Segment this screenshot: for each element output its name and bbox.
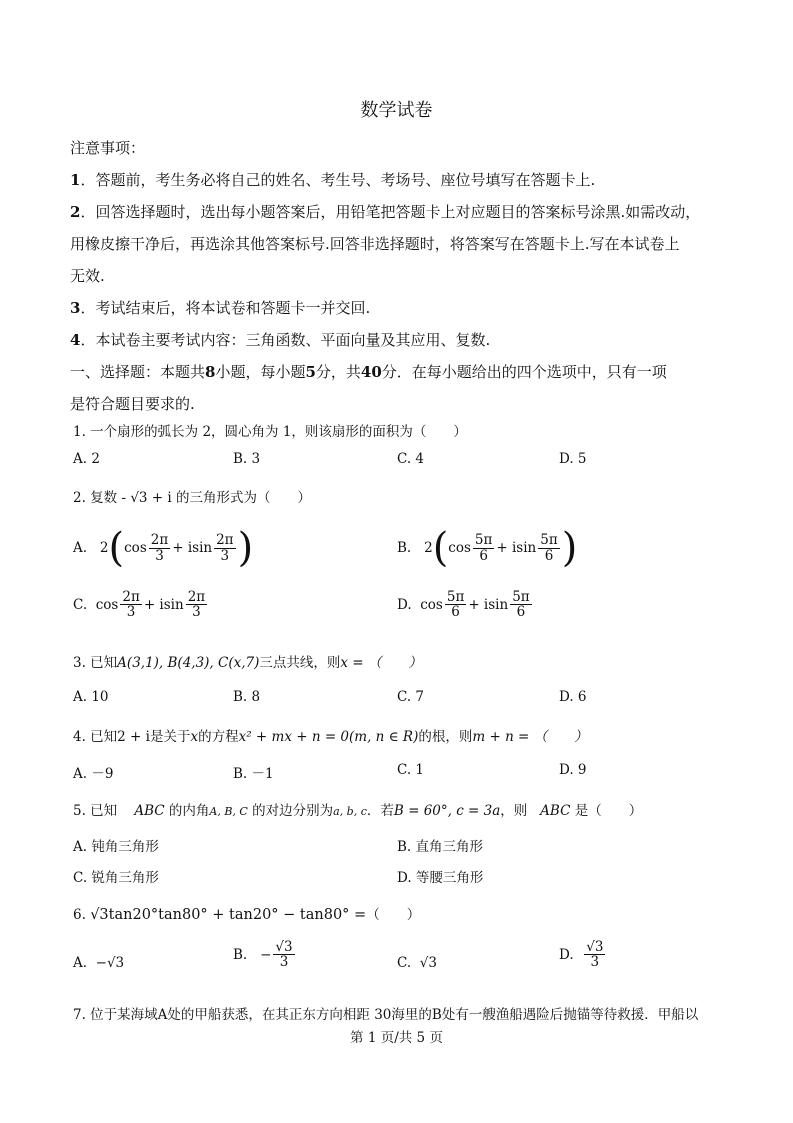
question-3-option-b: B. 8	[233, 689, 261, 705]
question-2-option-b: B. 2 ( cos $\frac{5\pi}{6}$ + isin $\frac{5\pi}{6}$ )	[397, 525, 578, 571]
question-6-option-c: C. √3	[397, 955, 437, 971]
page-title: 数学试卷	[360, 100, 433, 121]
question-1-option-c: C. 4	[397, 451, 425, 467]
notice-item-1: 1．答题前，考生务必将自己的姓名、考生号、考场号、座位号填写在答题卡上.	[70, 171, 596, 189]
question-2-option-a: A. 2 ( cos $\frac{2\pi}{3}$ + isin $\frac{2\pi}{3}$ )	[73, 525, 254, 571]
question-6-option-a: A. −√3	[73, 955, 125, 971]
question-3-option-c: C. 7	[397, 689, 425, 705]
question-5-stem: 5. 已知 ABC 的内角A, B, C 的对边分别为a, b, c．若B = 60°, c = 3a，则 ABC 是（ ）	[73, 803, 643, 819]
question-4-option-b: B. －1	[233, 766, 274, 782]
question-2-stem: 2. 复数 - √3 + i 的三角形式为（ ）	[73, 490, 312, 506]
notice-item-4: 4．本试卷主要考试内容：三角函数、平面向量及其应用、复数.	[70, 331, 491, 349]
question-5-option-b: B. 直角三角形	[397, 839, 484, 855]
notice-item-2-end: 无效.	[70, 267, 105, 285]
question-1-stem: 1. 一个扇形的弧长为 2，圆心角为 1，则该扇形的面积为（ ）	[73, 424, 467, 440]
notice-item-2: 2．回答选择题时，选出每小题答案后，用铅笔把答题卡上对应题目的答案标号涂黑.如需改动，	[70, 203, 701, 221]
notice-item-3: 3．考试结束后，将本试卷和答题卡一并交回.	[70, 299, 371, 317]
question-1-option-a: A. 2	[73, 451, 100, 467]
question-5-option-c: C. 锐角三角形	[73, 870, 159, 886]
question-7-stem: 7. 位于某海域A处的甲船获悉，在其正东方向相距 30海里的B处有一艘渔船遇险后抛锚等待救援．甲船以	[73, 1007, 699, 1023]
question-4-option-d: D. 9	[559, 762, 587, 778]
question-6-stem: 6. √3tan20°tan80° + tan20° − tan80° =（ ）	[73, 907, 421, 923]
page-footer: 第 1 页/共 5 页	[350, 1030, 443, 1046]
question-2-option-c: C. cos $\frac{2\pi}{3}$ + isin $\frac{2\pi}{3}$	[73, 589, 206, 621]
question-3-option-a: A. 10	[73, 689, 109, 705]
notice-heading: 注意事项：	[70, 139, 146, 157]
question-4-option-c: C. 1	[397, 762, 425, 778]
question-6-option-d: D. $\frac{√3}{3}$	[559, 939, 604, 971]
question-1-option-d: D. 5	[559, 451, 587, 467]
question-2-option-d: D. cos $\frac{5\pi}{6}$ + isin $\frac{5\pi}{6}$	[397, 589, 530, 621]
notice-item-2-cont: 用橡皮擦干净后，再选涂其他答案标号.回答非选择题时，将答案写在答题卡上.写在本试卷上	[70, 235, 680, 253]
question-5-option-a: A. 钝角三角形	[73, 839, 159, 855]
question-4-stem: 4. 已知2 + i是关于x的方程x² + mx + n = 0(m, n ∈ R)的根，则m + n = （ ）	[73, 729, 588, 745]
section-heading-cont: 是符合题目要求的.	[70, 395, 195, 413]
question-1-option-b: B. 3	[233, 451, 261, 467]
question-6-option-b: B. − $\frac{√3}{3}$	[233, 939, 293, 971]
section-heading: 一、选择题：本题共8小题，每小题5分，共40分．在每小题给出的四个选项中，只有一项	[70, 363, 667, 381]
question-5-option-d: D. 等腰三角形	[397, 870, 484, 886]
question-3-stem: 3. 已知A(3,1), B(4,3), C(x,7)三点共线，则x = （ ）	[73, 655, 422, 671]
question-4-option-a: A. －9	[73, 766, 114, 782]
question-3-option-d: D. 6	[559, 689, 587, 705]
